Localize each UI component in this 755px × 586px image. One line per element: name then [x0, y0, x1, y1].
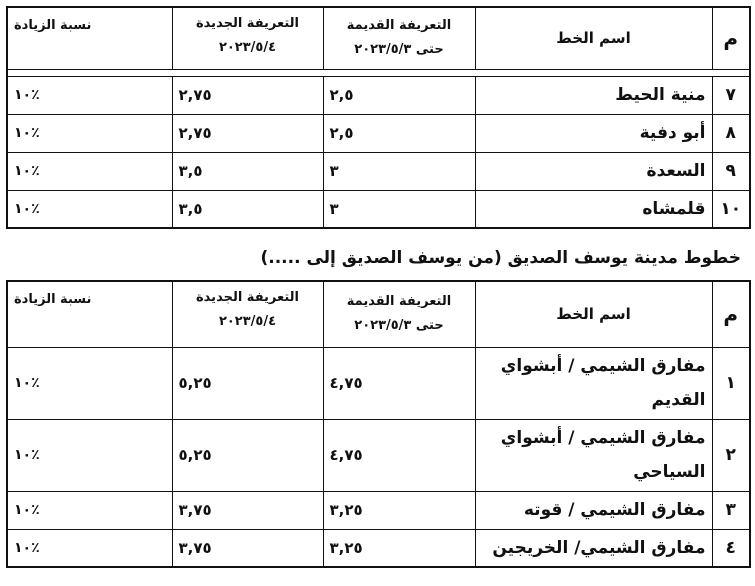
table-row [7, 76, 750, 114]
row-increase: ٪١٠ [7, 114, 172, 152]
section-title: خطوط مدينة يوسف الصديق (من يوسف الصديق إلى .....) [260, 248, 741, 268]
row-num: ٨ [712, 114, 750, 152]
row-new-fare: ٣,٧٥ [172, 491, 323, 529]
fare-table-2 [6, 280, 751, 568]
header-spacer [7, 69, 750, 76]
row-num: ٩ [712, 152, 750, 190]
row-old-fare: ٢,٥ [323, 114, 475, 152]
table-header-row [7, 281, 750, 347]
header-line-name: اسم الخط [475, 7, 712, 69]
row-increase: ٪١٠ [7, 529, 172, 567]
row-new-fare: ٣,٥ [172, 190, 323, 228]
header-num: م [712, 7, 750, 69]
row-line-name: السعدة [475, 152, 712, 190]
row-num: ٤ [712, 529, 750, 567]
row-increase: ٪١٠ [7, 190, 172, 228]
table-row [7, 152, 750, 190]
header-increase: نسبة الزيادة [7, 281, 172, 347]
row-new-fare: ٢,٧٥ [172, 76, 323, 114]
row-new-fare: ٢,٧٥ [172, 114, 323, 152]
row-increase: ٪١٠ [7, 152, 172, 190]
header-new-fare-title: التعريفة الجديدة [196, 290, 299, 305]
row-old-fare: ٣ [323, 152, 475, 190]
row-line-name: مفارق الشيمي / أبشواي القديم [475, 347, 712, 419]
header-new-fare [172, 7, 323, 69]
row-line-name: منية الحيط [475, 76, 712, 114]
header-line-name: اسم الخط [475, 281, 712, 347]
header-old-fare-title: التعريفة القديمة [346, 294, 452, 310]
header-new-fare-date: ٢٠٢٣/٥/٤ [218, 314, 277, 329]
row-line-name: مفارق الشيمي / قوته [475, 491, 712, 529]
header-old-fare [323, 281, 475, 347]
row-old-fare: ٣,٢٥ [323, 491, 475, 529]
row-line-name: مفارق الشيمي / أبشواي السياحي [475, 419, 712, 491]
row-old-fare: ٣,٢٥ [323, 529, 475, 567]
row-new-fare: ٣,٧٥ [172, 529, 323, 567]
table-row [7, 347, 750, 419]
row-num: ٣ [712, 491, 750, 529]
row-new-fare: ٣,٥ [172, 152, 323, 190]
row-old-fare: ٢,٥ [323, 76, 475, 114]
table-row [7, 419, 750, 491]
row-line-name: قلمشاه [475, 190, 712, 228]
row-new-fare: ٥,٢٥ [172, 347, 323, 419]
row-increase: ٪١٠ [7, 76, 172, 114]
header-num: م [712, 281, 750, 347]
row-new-fare: ٥,٢٥ [172, 419, 323, 491]
row-increase: ٪١٠ [7, 491, 172, 529]
header-old-fare-date: حتى ٢٠٢٣/٥/٣ [354, 42, 444, 58]
header-old-fare-title: التعريفة القديمة [346, 18, 452, 34]
header-new-fare-date: ٢٠٢٣/٥/٤ [218, 40, 277, 55]
row-old-fare: ٤,٧٥ [323, 419, 475, 491]
row-line-name: مفارق الشيمي/ الخريجين [475, 529, 712, 567]
row-old-fare: ٤,٧٥ [323, 347, 475, 419]
header-increase: نسبة الزيادة [7, 7, 172, 69]
row-num: ١٠ [712, 190, 750, 228]
table-row [7, 114, 750, 152]
row-increase: ٪١٠ [7, 419, 172, 491]
fare-table-1 [6, 6, 751, 229]
header-new-fare-title: التعريفة الجديدة [196, 16, 299, 31]
row-num: ١ [712, 347, 750, 419]
row-num: ٢ [712, 419, 750, 491]
header-old-fare [323, 7, 475, 69]
table-header-row [7, 7, 750, 69]
header-old-fare-date: حتى ٢٠٢٣/٥/٣ [354, 318, 444, 334]
table-row [7, 190, 750, 228]
header-new-fare [172, 281, 323, 347]
row-old-fare: ٣ [323, 190, 475, 228]
table-row [7, 529, 750, 567]
row-num: ٧ [712, 76, 750, 114]
row-line-name: أبو دفية [475, 114, 712, 152]
table-row [7, 491, 750, 529]
row-increase: ٪١٠ [7, 347, 172, 419]
